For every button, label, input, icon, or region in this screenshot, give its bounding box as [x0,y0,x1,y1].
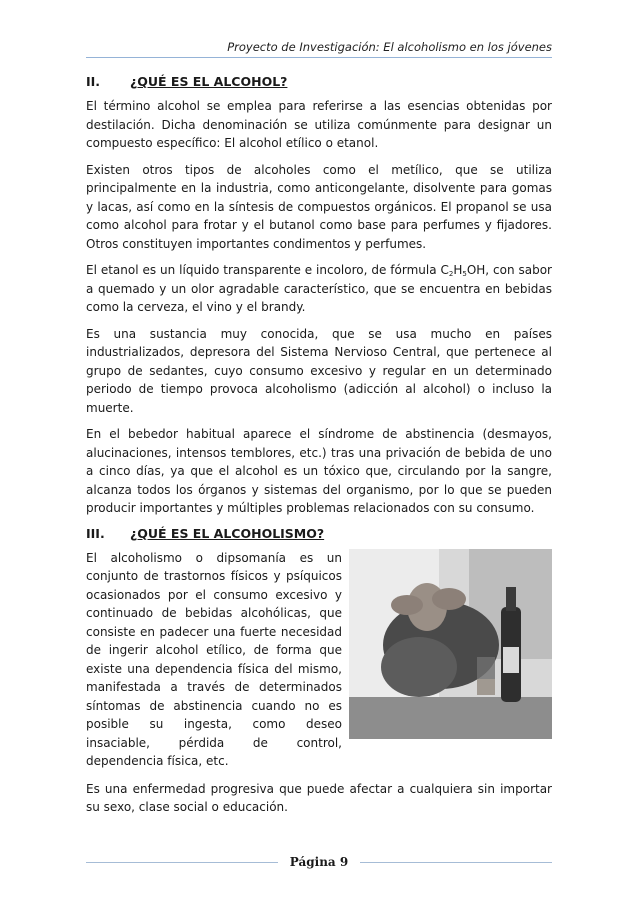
subscript: 2 [448,270,454,278]
section-heading-alcoholism [86,526,552,541]
paragraph: Es una enfermedad progresiva que puede afectar a cualquiera sin importar su sexo, clase social o educación. [86,781,552,814]
section-number: III. [86,525,105,541]
formula-text-end: OH, con sabor a quemado y un olor agradable característico, que se encuentra en bebidas como la cerveza, el vino y el brandy. [86,263,552,314]
section-title: ¿QUÉ ES EL ALCOHOL? [130,74,288,89]
paragraph: El alcoholismo o dipsomanía es un conjunto de trastornos físicos y psíquicos ocasionados por el consumo excesivo y continuado de bebidas alcohólicas, que consiste en padecer una fuerte necesidad de ingerir alcohol etílico, de forma que existe una dependencia física del mismo, manifestada a través de determinados síntomas de abstinencia cuando no es posible su ingesta, como deseo insaciable, pérdida de control, dependencia física, etc. [86,550,342,768]
paragraph: Existen otros tipos de alcoholes como el metílico, que se utiliza principalmente en la industria, como anticongelante, disolvente para gomas y lacas, así como en la síntesis de compuestos orgánicos. El propanol se usa como alcohol para frotar y el butanol como base para perfumes y fijadores. Otros constituyen importantes condimentos y perfumes. [86,162,552,251]
section-text-column [86,549,342,771]
section-title: ¿QUÉ ES EL ALCOHOLISMO? [130,525,325,541]
paragraph: En el bebedor habitual aparece el síndrome de abstinencia (desmayos, alucinaciones, intensos temblores, etc.) tras una privación de bebida de uno a cinco días, ya que el alcohol es un tóxico que, circulando por la sangre, alcanza todos los órganos y sistemas del organismo, por lo que se pueden producir importantes y múltiples problemas relacionados con su consumo. [86,427,552,515]
subscript: 5 [462,270,467,278]
page-footer [86,852,552,872]
paragraph-ethanol [86,261,552,317]
footer-rule-left [86,862,278,863]
footer-rule-right [360,862,552,863]
page-content [86,66,552,825]
section-body-with-photo [86,549,552,771]
page-number: Página 9 [289,855,349,869]
running-header: Proyecto de Investigación: El alcoholismo en los jóvenes [86,40,552,58]
photo-man-drinking [349,549,552,739]
paragraph: El término alcohol se emplea para referirse a las esencias obtenidas por destilación. Dicha denominación se utiliza comúnmente para designar un compuesto específico: El alcohol etílico o etanol. [86,99,552,150]
section-heading-alcohol [86,74,552,89]
paragraph: Es una sustancia muy conocida, que se usa mucho en países industrializados, depresora del Sistema Nervioso Central, que pertenece al grupo de sedantes, cuyo consumo excesivo y regular en un determinado periodo de tiempo provoca alcoholismo (adicción al alcohol) o incluso la muerte. [86,326,552,415]
formula-text-mid: H [453,263,463,277]
photo-illustration [349,549,552,739]
section-number: II. [86,74,101,89]
formula-text-start: El etanol es un líquido transparente e incoloro, de fórmula C [86,263,449,277]
